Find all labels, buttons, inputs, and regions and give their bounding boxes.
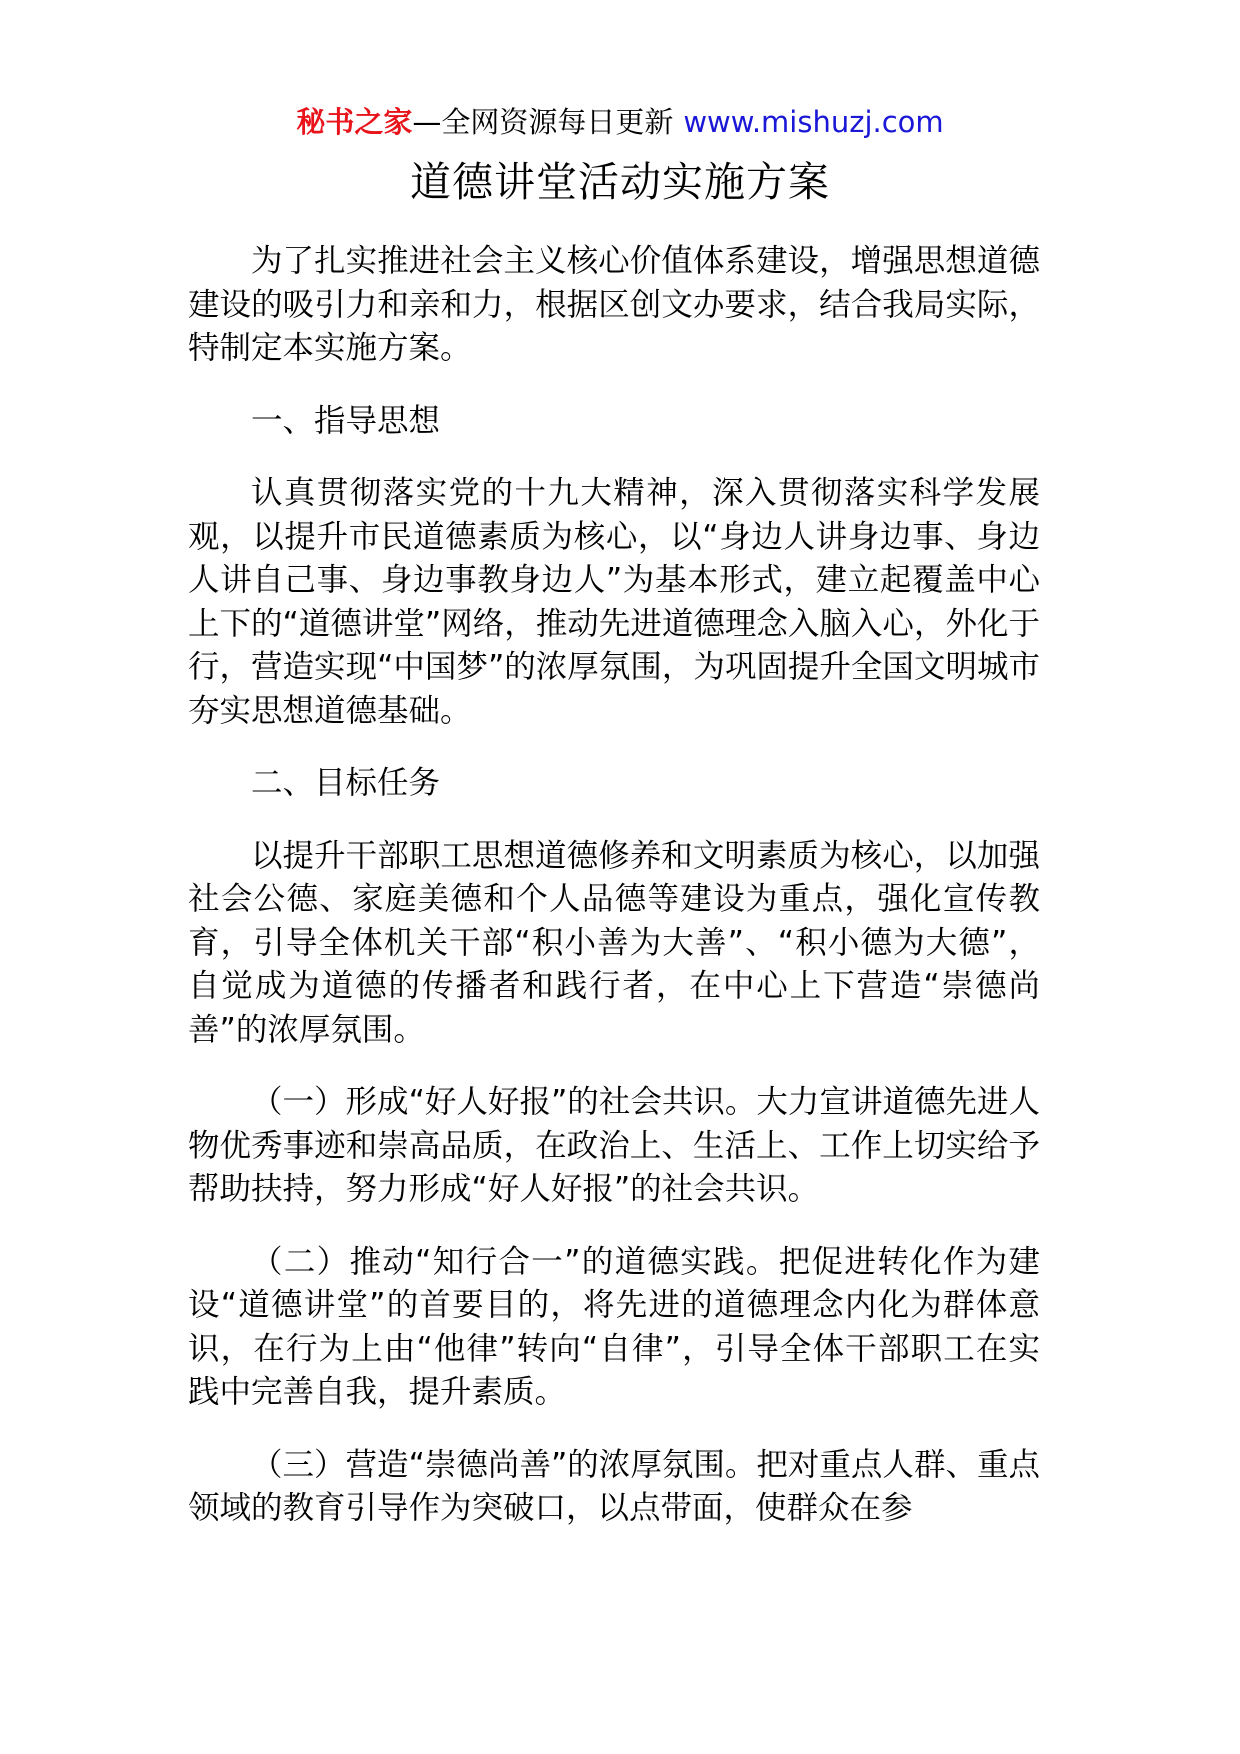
goals-paragraph: 以提升干部职工思想道德修养和文明素质为核心，以加强社会公德、家庭美德和个人品德等建设为重点，强化宣传教育，引导全体机关干部“积小善为大善”、“积小德为大德”，自觉成为道德的传播者和践行者，在中心上下营造“崇德尚善”的浓厚氛围。 (188, 837, 1040, 1048)
goal-item-3-paragraph: （三）营造“崇德尚善”的浓厚氛围。把对重点人群、重点领域的教育引导作为突破口，以点带面，使群众在参 (188, 1446, 1040, 1526)
goal-item-2-paragraph: （二）推动“知行合一”的道德实践。把促进转化作为建设“道德讲堂”的首要目的，将先进的道德理念内化为群体意识，在行为上由“他律”转向“自律”，引导全体干部职工在实践中完善自我，提升素质。 (188, 1243, 1040, 1410)
document-body (188, 240, 1040, 1560)
intro-paragraph: 为了扎实推进社会主义核心价值体系建设，增强思想道德建设的吸引力和亲和力，根据区创文办要求，结合我局实际，特制定本实施方案。 (188, 243, 1040, 366)
site-tagline: —全网资源每日更新 (412, 105, 674, 139)
site-url-link[interactable]: www.mishuzj.com (683, 105, 944, 139)
section-heading-goals: 二、目标任务 (251, 765, 441, 801)
goal-item-1-paragraph: （一）形成“好人好报”的社会共识。大力宣讲道德先进人物优秀事迹和崇高品质，在政治上、生活上、工作上切实给予帮助扶持，努力形成“好人好报”的社会共识。 (188, 1084, 1040, 1207)
section-heading-guiding-ideology: 一、指导思想 (251, 402, 441, 439)
guiding-ideology-paragraph: 认真贯彻落实党的十九大精神，深入贯彻落实科学发展观，以提升市民道德素质为核心，以“身边人讲身边事、身边人讲自己事、身边事教身边人”为基本形式，建立起覆盖中心上下的“道德讲堂”网络，推动先进道德理念入脑入心，外化于行，营造实现“中国梦”的浓厚氛围，为巩固提升全国文明城市夯实思想道德基础。 (188, 475, 1040, 729)
site-header (0, 102, 1240, 142)
brand-name: 秘书之家 (296, 105, 413, 139)
document-title: 道德讲堂活动实施方案 (410, 158, 830, 206)
